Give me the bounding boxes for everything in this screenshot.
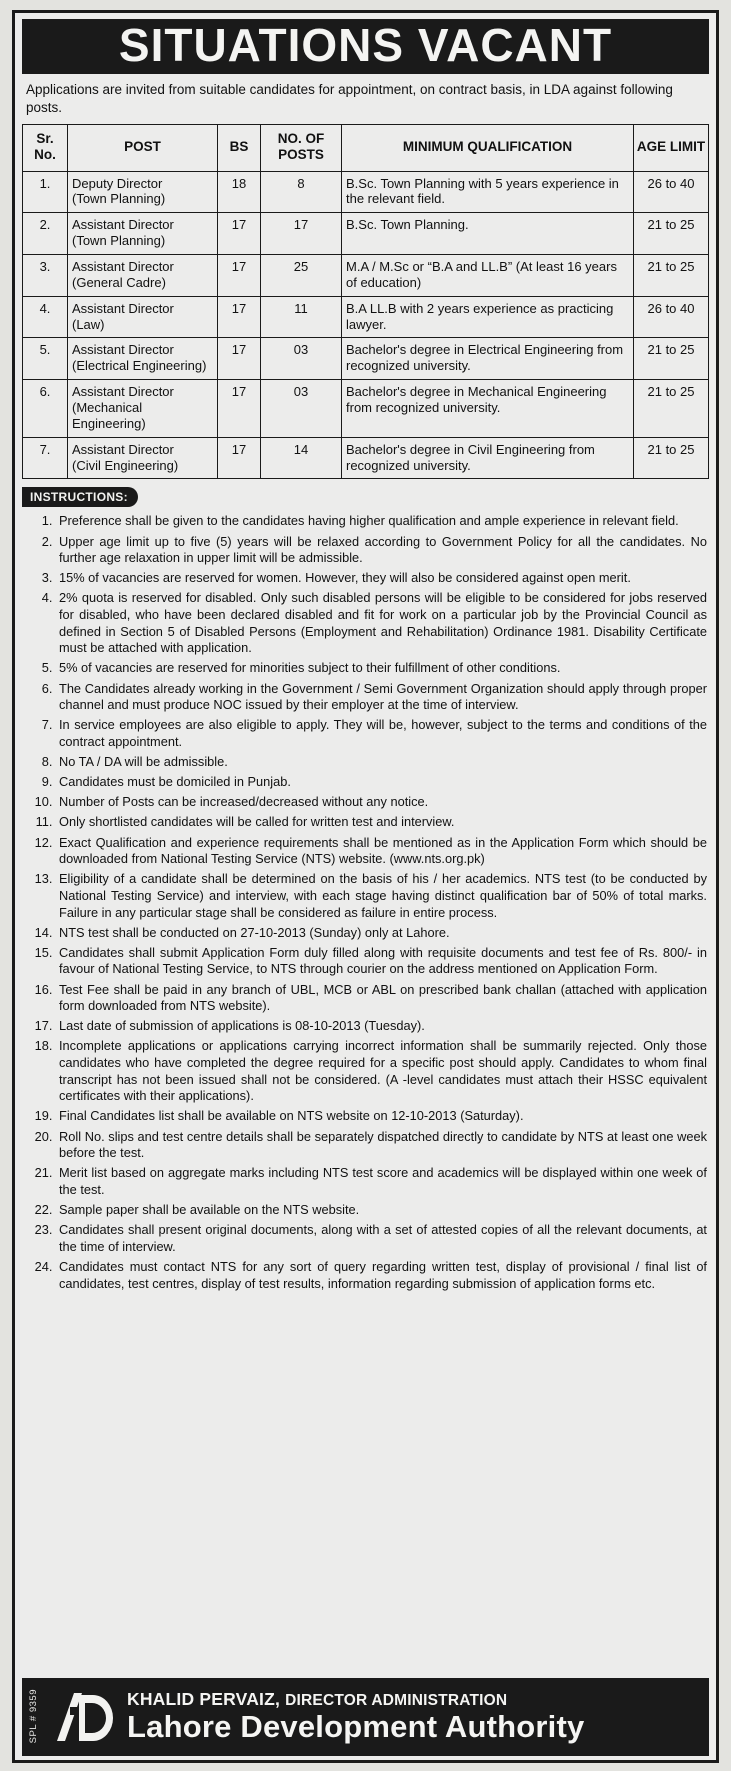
cell-post <box>68 338 218 380</box>
cell-no-of-posts: 8 <box>261 171 342 213</box>
column-header-bs: BS <box>218 124 261 171</box>
post-title: Deputy Director <box>72 175 163 191</box>
list-item: 17. Last date of submission of applications is 08-10-2013 (Tuesday). <box>56 1018 707 1035</box>
footer-text <box>123 1689 699 1744</box>
table-row <box>23 171 709 213</box>
intro-text: Applications are invited from suitable candidates for appointment, on contract basis, in LDA against following posts. <box>26 82 673 115</box>
lda-logo-icon <box>43 1685 115 1747</box>
cell-bs: 18 <box>218 171 261 213</box>
cell-no-of-posts: 03 <box>261 380 342 438</box>
cell-age-limit: 21 to 25 <box>634 255 709 297</box>
list-item: 8. No TA / DA will be admissible. <box>56 754 707 771</box>
director-role: DIRECTOR ADMINISTRATION <box>285 1691 508 1709</box>
cell-post <box>68 380 218 438</box>
post-subtitle: (Electrical Engineering) <box>72 358 207 374</box>
cell-qualification: B.Sc. Town Planning. <box>342 213 634 255</box>
table-row <box>23 338 709 380</box>
post-subtitle: (General Cadre) <box>72 274 166 290</box>
cell-qualification: B.A LL.B with 2 years experience as practicing lawyer. <box>342 296 634 338</box>
cell-post <box>68 296 218 338</box>
cell-qualification: Bachelor's degree in Civil Engineering from recognized university. <box>342 437 634 479</box>
cell-sr: 2. <box>23 213 68 255</box>
cell-bs: 17 <box>218 380 261 438</box>
post-title: Assistant Director <box>72 342 174 358</box>
list-item: 20. Roll No. slips and test centre details shall be separately dispatched directly to candidate by NTS at least one week before the test. <box>56 1129 707 1162</box>
cell-sr: 6. <box>23 380 68 438</box>
post-subtitle: (Town Planning) <box>72 191 166 207</box>
director-name: KHALID PERVAIZ, <box>127 1688 281 1709</box>
cell-sr: 4. <box>23 296 68 338</box>
table-body <box>23 171 709 479</box>
list-item: 6. The Candidates already working in the Government / Semi Government Organization should apply through proper channel and must produce NOC issued by their employer at the time of interview. <box>56 681 707 714</box>
cell-age-limit: 21 to 25 <box>634 338 709 380</box>
page-title: SITUATIONS VACANT <box>118 19 613 71</box>
cell-qualification: Bachelor's degree in Mechanical Engineering from recognized university. <box>342 380 634 438</box>
post-title: Assistant Director <box>72 384 174 400</box>
list-item: 5. 5% of vacancies are reserved for minorities subject to their fulfillment of other conditions. <box>56 660 707 677</box>
list-item: 19. Final Candidates list shall be available on NTS website on 12-10-2013 (Saturday). <box>56 1108 707 1125</box>
footer <box>22 1678 709 1756</box>
instructions-list <box>22 513 709 1295</box>
cell-bs: 17 <box>218 437 261 479</box>
column-header-sr: Sr. No. <box>23 124 68 171</box>
list-item: 21. Merit list based on aggregate marks including NTS test score and academics will be displayed within one week of the test. <box>56 1165 707 1198</box>
director-line <box>127 1689 699 1710</box>
cell-sr: 7. <box>23 437 68 479</box>
list-item: 12. Exact Qualification and experience requirements shall be mentioned as in the Application Form which should be downloaded from National Testing Service (NTS) website. (www.nts.org.pk) <box>56 835 707 868</box>
list-item: 7. In service employees are also eligible to apply. They will be, however, subject to the terms and conditions of the contract appointment. <box>56 717 707 750</box>
post-subtitle: (Town Planning) <box>72 233 166 249</box>
list-item: 16. Test Fee shall be paid in any branch of UBL, MCB or ABL on prescribed bank challan (attached with application form downloaded from NTS website). <box>56 982 707 1015</box>
table-row <box>23 255 709 297</box>
table-row <box>23 296 709 338</box>
cell-no-of-posts: 14 <box>261 437 342 479</box>
authority-name: Lahore Development Authority <box>127 1708 585 1744</box>
spl-reference: SPL # 9359 <box>28 1688 39 1744</box>
cell-qualification: B.Sc. Town Planning with 5 years experience in the relevant field. <box>342 171 634 213</box>
list-item: 4. 2% quota is reserved for disabled. Only such disabled persons will be eligible to be considered for jobs reserved for disabled, who have been declared disabled and fit for work on a particular job by the Provincial Council as defined in Section 5 of Disabled Persons (Employment and Rehabilitation) Ordinance 1981. Disability Certificate must be attached with application. <box>56 590 707 657</box>
post-title: Assistant Director <box>72 441 174 457</box>
list-item: 22. Sample paper shall be available on the NTS website. <box>56 1202 707 1219</box>
cell-post <box>68 255 218 297</box>
table-head <box>23 124 709 171</box>
cell-age-limit: 26 to 40 <box>634 171 709 213</box>
cell-no-of-posts: 03 <box>261 338 342 380</box>
list-item: 13. Eligibility of a candidate shall be determined on the basis of his / her academics. NTS test (to be conducted by National Testing Service) and interview, with each stage having distinct qualification bar of 50% of total marks. Failure in any particular stage shall be considered as failure in entire process. <box>56 871 707 921</box>
list-item: 2. Upper age limit up to five (5) years will be relaxed according to Government Policy for all the candidates. No further age relaxation in upper limit will be admissible. <box>56 534 707 567</box>
cell-sr: 5. <box>23 338 68 380</box>
post-subtitle: (Mechanical Engineering) <box>72 400 146 431</box>
list-item: 15. Candidates shall submit Application Form duly filled along with requisite documents and test fee of Rs. 800/- in favour of National Testing Service, to NTS through courier on the address mentioned on Application Form. <box>56 945 707 978</box>
cell-post <box>68 171 218 213</box>
cell-age-limit: 21 to 25 <box>634 213 709 255</box>
cell-no-of-posts: 11 <box>261 296 342 338</box>
instructions-label: INSTRUCTIONS: <box>22 487 138 507</box>
post-title: Assistant Director <box>72 300 174 316</box>
cell-no-of-posts: 25 <box>261 255 342 297</box>
post-title: Assistant Director <box>72 217 174 233</box>
cell-age-limit: 21 to 25 <box>634 380 709 438</box>
cell-age-limit: 26 to 40 <box>634 296 709 338</box>
list-item: 3. 15% of vacancies are reserved for women. However, they will also be considered against open merit. <box>56 570 707 587</box>
column-header-age-limit: AGE LIMIT <box>634 124 709 171</box>
table-row <box>23 380 709 438</box>
table-row <box>23 437 709 479</box>
list-item: 10. Number of Posts can be increased/decreased without any notice. <box>56 794 707 811</box>
list-item: 11. Only shortlisted candidates will be called for written test and interview. <box>56 814 707 831</box>
cell-qualification: M.A / M.Sc or “B.A and LL.B” (At least 16 years of education) <box>342 255 634 297</box>
cell-bs: 17 <box>218 296 261 338</box>
post-title: Assistant Director <box>72 259 174 274</box>
cell-bs: 17 <box>218 255 261 297</box>
column-header-no-of-posts: NO. OF POSTS <box>261 124 342 171</box>
list-item: 18. Incomplete applications or applications carrying incorrect information shall be summarily rejected. Only those candidates who have completed the degree required for a specific post should apply. Candidates to whom final transcript has not been issued shall not be considered. (A -level candidates must attach their HSSC equivalent certificates with their applications). <box>56 1038 707 1105</box>
advertisement-body <box>12 10 719 1763</box>
list-item: 24. Candidates must contact NTS for any sort of query regarding written test, display of provisional / final list of candidates, test centres, display of test results, information regarding submission of application forms etc. <box>56 1259 707 1292</box>
cell-bs: 17 <box>218 338 261 380</box>
posts-table <box>22 124 709 480</box>
column-header-post: POST <box>68 124 218 171</box>
post-subtitle: (Civil Engineering) <box>72 457 179 473</box>
column-header-qualification: MINIMUM QUALIFICATION <box>342 124 634 171</box>
cell-qualification: Bachelor's degree in Electrical Engineering from recognized university. <box>342 338 634 380</box>
cell-age-limit: 21 to 25 <box>634 437 709 479</box>
cell-sr: 3. <box>23 255 68 297</box>
list-item: 9. Candidates must be domiciled in Punjab. <box>56 774 707 791</box>
list-item: 1. Preference shall be given to the candidates having higher qualification and ample experience in relevant field. <box>56 513 707 530</box>
cell-post <box>68 213 218 255</box>
cell-no-of-posts: 17 <box>261 213 342 255</box>
list-item: 14. NTS test shall be conducted on 27-10-2013 (Sunday) only at Lahore. <box>56 925 707 942</box>
list-item: 23. Candidates shall present original documents, along with a set of attested copies of all the relevant documents, at the time of interview. <box>56 1222 707 1255</box>
cell-post <box>68 437 218 479</box>
table-row <box>23 213 709 255</box>
instructions-header <box>22 487 709 507</box>
post-subtitle: (Law) <box>72 316 105 332</box>
table-header-row <box>23 124 709 171</box>
banner <box>22 19 709 74</box>
cell-bs: 17 <box>218 213 261 255</box>
cell-sr: 1. <box>23 171 68 213</box>
